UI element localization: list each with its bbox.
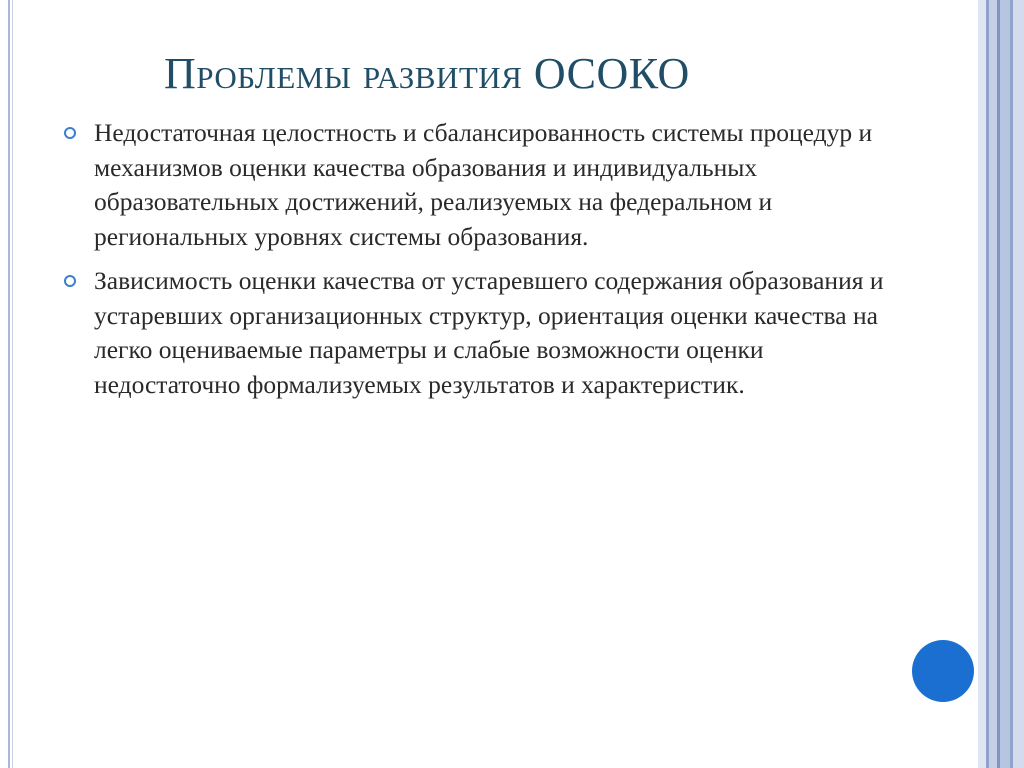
bullet-text: Зависимость оценки качества от устаревшего содержания образования и устаревших организационных структур, ориентация оценки качества на легко оцениваемые параметры и слабые возможности оценки недостаточно формализуемых результатов и характеристик. xyxy=(94,266,884,399)
bullet-list xyxy=(62,116,912,412)
right-decorative-stripes xyxy=(978,0,1024,768)
bullet-circle-icon xyxy=(64,127,76,139)
bullet-circle-icon xyxy=(64,275,76,287)
stripe xyxy=(978,0,986,768)
decorative-circle-icon xyxy=(912,640,974,702)
stripe xyxy=(1013,0,1024,768)
left-border-line xyxy=(8,0,10,768)
list-item xyxy=(62,116,912,254)
list-item xyxy=(62,264,912,402)
slide-title: Проблемы развития ОСОКО xyxy=(164,49,690,98)
left-border-inner-line xyxy=(12,0,13,768)
stripe xyxy=(1000,0,1010,768)
bullet-text: Недостаточная целостность и сбалансированность системы процедур и механизмов оценки качества образования и индивидуальных образовательных достижений, реализуемых на федеральном и региональных уровнях системы образования. xyxy=(94,118,873,251)
stripe xyxy=(989,0,997,768)
